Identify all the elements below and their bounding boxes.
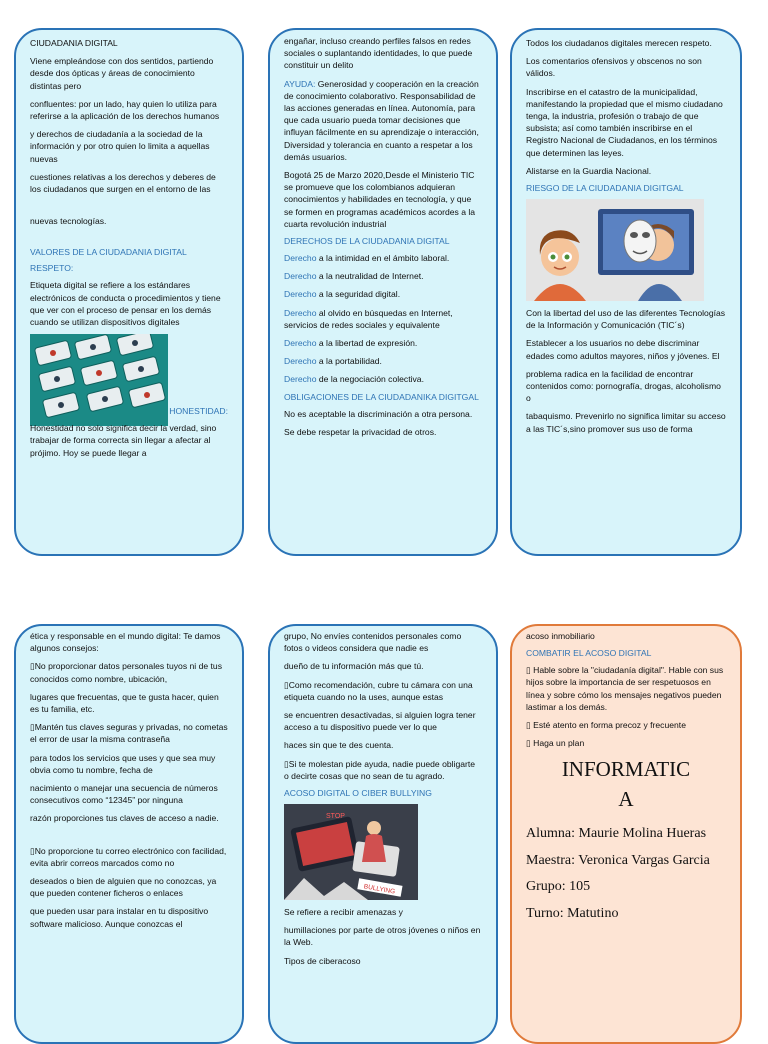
panel4-paragraph-5: para todos los servicios que uses y que sea muy obvia como tu nombre, fecha de (30, 752, 216, 775)
panel5-paragraph-9: Tipos de ciberacoso (284, 955, 361, 966)
panel-portada (510, 624, 742, 1044)
grupo-line: Grupo: 105 (526, 879, 591, 895)
bullying-label: BULLYING (363, 883, 396, 896)
panel3-paragraph-3: Inscribirse en el catastro de la municipalidad, manifestando la propiedad que el mismo ciudadano tenga, la industria, profesión o trabajo de que subsista; así como también inscribirse en el Registro Nacional de Ciudadanos, en los términos que determinen las leyes. (526, 86, 723, 158)
panel4-paragraph-10: que pueden usar para instalar en tu dispositivo software malicioso. Aunque conozcas el (30, 906, 209, 929)
derecho-word: Derecho (284, 356, 317, 367)
obligacion-2: Se debe respetar la privacidad de otros. (284, 426, 437, 437)
panel4-paragraph-1: ética y responsable en el mundo digital: Te damos algunos consejos: (30, 631, 221, 654)
panel5-paragraph-1: grupo, No envíes contenidos personales como fotos o videos considera que nadie es (284, 631, 462, 654)
maestra-line: Maestra: Veronica Vargas Garcia (526, 852, 710, 868)
honestidad-label: HONESTIDAD: (169, 406, 228, 417)
panel-valores-derechos (268, 28, 498, 556)
panel5-paragraph-4: se encuentren desactivadas, si alguien logra tener acceso a tu dispositivo puede ver lo que (284, 710, 476, 733)
panel1-paragraph-4: cuestiones relativas a los derechos y deberes de los ciudadanos que surgen en el entorno de las (30, 171, 216, 195)
riesgo-heading: RIESGO DE LA CIUDADANIA DIGITGAL (526, 183, 684, 194)
panel3-paragraph-7: problema radica en la facilidad de encontrar contenidos como: pornografía, drogas, alcoholismo o (526, 368, 721, 404)
obligaciones-heading: OBLIGACIONES DE LA CIUDADANIKA DIGITGAL (284, 391, 479, 402)
panel3-paragraph-8: tabaquismo. Prevenirlo no significa limitar su acceso a las TIC´s,sino promover sus uso de forma (526, 411, 726, 434)
derecho-item-3 (284, 288, 482, 300)
panel-ciudadania-digital (14, 28, 244, 556)
panel4-paragraph-3: lugares que frecuentas, que te gusta hacer, quien es tu familia, etc. (30, 691, 219, 715)
panel1-paragraph-1: Viene empleándose con dos sentidos, partiendo desde dos ópticas y áreas de conocimiento distintas pero (30, 56, 214, 91)
cover-title-line-2: A (618, 786, 634, 811)
acoso-heading: ACOSO DIGITAL O CIBER BULLYING (284, 788, 432, 799)
turno-line: Turno: Matutino (526, 905, 619, 921)
panel1-paragraph-3: y derechos de ciudadanía a la sociedad de la información y por otro quien lo limita a aquellas nuevas (30, 129, 210, 164)
panel-acoso-digital (268, 624, 498, 1044)
ayuda-paragraph (284, 78, 482, 163)
mask-identity-image (526, 199, 704, 301)
derecho-text: al olvido en búsquedas en Internet, servicios de redes sociales y equivalente (284, 307, 453, 330)
ayuda-label: AYUDA: (284, 78, 316, 89)
panel1-paragraph-2: confluentes: por un lado, hay quien lo utiliza para referirse a la aplicación de los derechos humanos (30, 98, 220, 122)
derecho-text: a la libertad de expresión. (316, 338, 418, 349)
derecho-text: a la portabilidad. (316, 356, 382, 367)
panel-deberes-riesgo (510, 28, 742, 556)
respeto-label: RESPETO: (30, 263, 74, 274)
panel-consejos (14, 624, 244, 1044)
cover-title (526, 755, 726, 814)
panel5-paragraph-7: Se refiere a recibir amenazas y (284, 907, 403, 918)
stop-label: STOP (326, 813, 345, 821)
derecho-item-6 (284, 355, 482, 367)
derecho-item-5 (284, 337, 482, 349)
derecho-word: Derecho (284, 289, 317, 300)
panel4-paragraph-9: deseados o bien de alguien que no conozcas, ya que pueden contener ficheros o enlaces (30, 876, 217, 899)
derecho-word: Derecho (284, 307, 317, 318)
panel4-paragraph-4: ▯Mantén tus claves seguras y privadas, no cometas el error de usar la misma contraseña (30, 722, 228, 745)
derecho-word: Derecho (284, 271, 317, 282)
derecho-item-2 (284, 270, 482, 282)
panel5-paragraph-5: haces sin que te des cuenta. (284, 740, 394, 751)
panel3-paragraph-6: Establecer a los usuarios no debe discriminar edades como adultos mayores, niños y jóvenes. El (526, 338, 720, 361)
panel5-paragraph-3: ▯Como recomendación, cubre tu cámara con una etiqueta cuando no la uses, aunque estas (284, 679, 473, 702)
cover-title-line-1: INFORMATIC (561, 757, 691, 782)
panel5-paragraph-6: ▯Si te molestan pide ayuda, nadie puede obligarte o decirte cosas que no sean de tu agrado. (284, 758, 476, 781)
derecho-word: Derecho (284, 338, 317, 349)
derecho-word: Derecho (284, 374, 317, 385)
derecho-item-4 (284, 307, 482, 331)
panel2-paragraph-2: Bogotá 25 de Marzo 2020,Desde el Ministerio TIC se promueve que los colombianos adquieran conocimientos y habilidades en tecnología, y que se formen en programas académicos acordes a la cuarta revolución industrial (284, 170, 476, 229)
panel1-paragraph-5: nuevas tecnologías. (30, 216, 107, 227)
derecho-word: Derecho (284, 253, 317, 264)
derechos-heading: DERECHOS DE LA CIUDADANIA DIGITAL (284, 236, 450, 247)
derecho-text: a la seguridad digital. (316, 289, 401, 300)
panel1-title: CIUDADANIA DIGITAL (30, 38, 118, 48)
panel5-paragraph-2: dueño de tu información más que tú. (284, 661, 424, 672)
panel3-paragraph-2: Los comentarios ofensivos y obscenos no son válidos. (526, 56, 702, 79)
derecho-item-7 (284, 373, 482, 385)
panel6-paragraph-1: acoso inmobiliario (526, 631, 595, 641)
derecho-item-1 (284, 252, 482, 264)
cyberbullying-image (284, 804, 418, 900)
panel1-paragraph-6: Etiqueta digital se refiere a los estándares electrónicos de conducta o procedimientos y tiene que ver con el proceso de pensar en los demás cuando se utilizan dispositivos digitales (30, 280, 221, 328)
combatir-heading: COMBATIR EL ACOSO DIGITAL (526, 648, 652, 659)
panel3-paragraph-5: Con la libertad del uso de las diferentes Tecnologías de la Información y Comunicación (TIC´s) (526, 308, 726, 331)
panel4-paragraph-8: ▯No proporcione tu correo electrónico con facilidad, evita abrir correos marcados como no (30, 845, 227, 868)
panel1-paragraph-7: Honestidad no solo significa decir la verdad, sino trabajar de forma correcta sin llegar a afectar al prójimo. Hoy se puede llegar a (30, 423, 217, 458)
derecho-text: a la neutralidad de Internet. (316, 271, 424, 282)
derecho-text: a la intimidad en el ámbito laboral. (316, 253, 450, 264)
panel2-paragraph-1: engañar, incluso creando perfiles falsos en redes sociales o suplantando identidades, lo que puede constituir un delito (284, 36, 473, 71)
combatir-item-2: ▯ Esté atento en forma precoz y frecuente (526, 720, 686, 731)
combatir-item-3: ▯ Haga un plan (526, 738, 585, 749)
panel5-paragraph-8: humillaciones por parte de otros jóvenes o niños en la Web. (284, 925, 481, 948)
alumna-line: Alumna: Maurie Molina Hueras (526, 826, 707, 842)
values-heading: VALORES DE LA CIUDADANIA DIGITAL (30, 247, 187, 258)
panel3-paragraph-1: Todos los ciudadanos digitales merecen respeto. (526, 38, 712, 48)
panel4-paragraph-7: razón proporciones tus claves de acceso a nadie. (30, 813, 219, 824)
ayuda-text: Generosidad y cooperación en la creación de conocimiento colaborativo. Responsabilidad de las acciones generadas en línea. Autonomía, para que cada usuario pueda tomar decisiones que influyan fácilmente en su aprendizaje o interacción, Diversidad y tolerancia en cuanto a respetar a los demás usuarios. (284, 78, 479, 162)
panel4-paragraph-6: nacimiento o manejar una secuencia de números consecutivos como “12345” por ninguna (30, 783, 218, 806)
combatir-item-1: ▯ Hable sobre la "ciudadanía digital". Hable con sus hijos sobre la importancia de ser respetuosos en línea y sobre cómo los mensajes negativos pueden lastimar a los demás. (526, 665, 724, 712)
panel3-paragraph-4: Alistarse en la Guardia Nacional. (526, 165, 652, 176)
digital-icons-image (30, 334, 168, 426)
panel4-paragraph-2: ▯No proporcionar datos personales tuyos ni de tus conocidos como nombre, ubicación, (30, 661, 222, 684)
derecho-text: de la negociación colectiva. (316, 374, 424, 385)
obligacion-1: No es aceptable la discriminación a otra persona. (284, 408, 473, 419)
